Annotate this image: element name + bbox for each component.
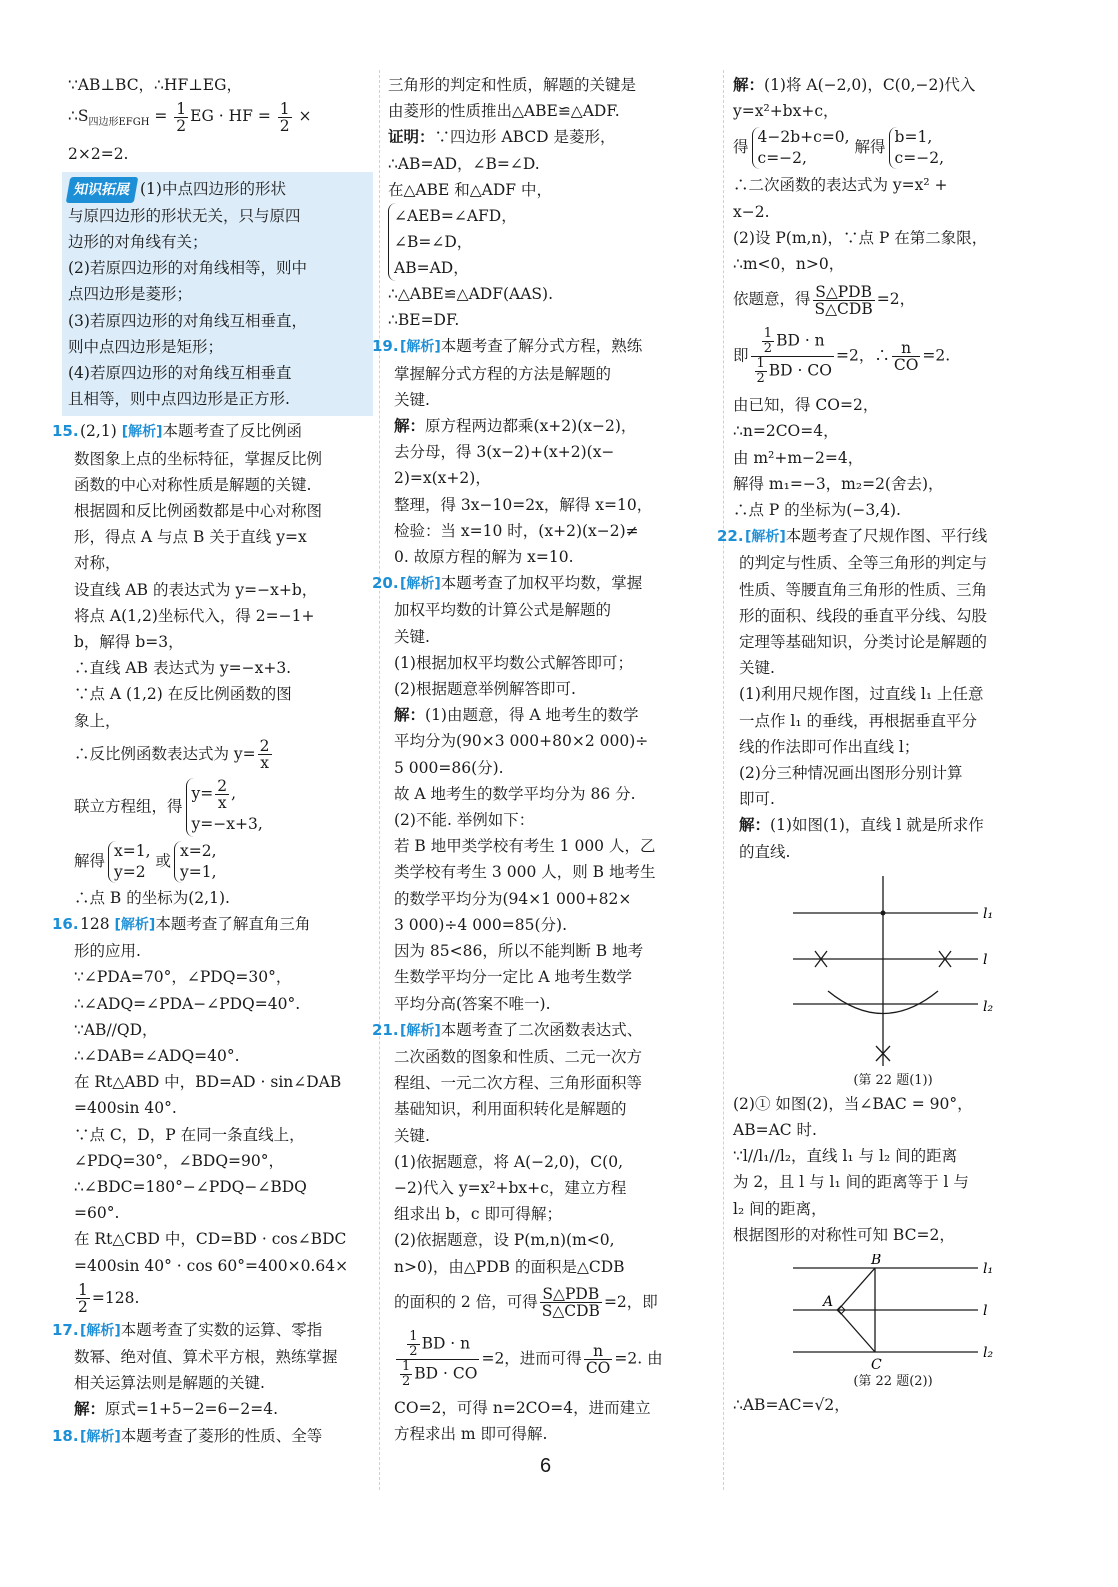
area-ratio-expression: $\frac{1}{2}$ BD · n $\frac{1}{2}$ BD · CO =2，进而可得 $\frac{n}{CO}$ =2. 由	[388, 1330, 718, 1389]
column-divider-1	[379, 70, 380, 1490]
solution-system: 解得 x=1, y=2 或 x=2, y=1,	[74, 841, 217, 881]
fraction-half: $\frac{1}{2}$	[279, 99, 290, 135]
column-divider-2	[723, 70, 724, 1490]
knowledge-badge: 知识拓展	[66, 177, 139, 203]
figure-caption: (第 22 题(1))	[853, 1072, 933, 1088]
question-18-header: 18.[解析]本题考查了菱形的性质、全等	[52, 1426, 323, 1445]
text-line: ∵AB⊥BC，∴HF⊥EG，	[68, 76, 242, 94]
fraction-2-over-x: $\frac{2}{x}$	[259, 737, 270, 773]
fraction-half: $\frac{1}{2}$	[176, 99, 187, 135]
page-number: 6	[540, 1455, 552, 1477]
point-on-l1	[881, 910, 886, 915]
congruence-system: ∠AEB=∠AFD， ∠B=∠D， AB=AD，	[388, 203, 718, 281]
question-15-header: 15.(2,1) [解析]本题考查了反比例函	[52, 422, 302, 441]
label-l1: l₁	[983, 1261, 994, 1278]
label-l2: l₂	[983, 998, 994, 1015]
question-21-header: 21.[解析]本题考查了二次函数表达式、	[372, 1020, 643, 1039]
knowledge-box: 知识拓展 (1)中点四边形的形状 与原四边形的形状无关，只与原四 边形的对角线有关； (2)若原四边形的对角线相等，则中 点四边形是菱形； (3)若原四边形的对角线互相垂直， 则中点四边形是矩形； (4)若原四边形的对角线互相垂直 且相等，则中点四边形是正方形.	[62, 172, 373, 417]
label-l1: l₁	[983, 905, 994, 922]
label-l: l	[983, 1303, 988, 1320]
question-19-header: 19.[解析]本题考查了解分式方程，熟练	[372, 337, 643, 356]
figure-caption: (第 22 题(2))	[853, 1374, 933, 1390]
column-1: ∵AB⊥BC，∴HF⊥EG， $\therefore S_{四边形EFGH}$ = $\frac{1}{2}$ EG · HF = $\frac{1}{2}$ × 2×2=2. 知识拓展 (1)中点四边形的形状 与原四边形的形状无关，只与原四 边形的对角线有关； (2)若原四边形的对角线相等，则中 点四边形是菱形； (3)若原四边形的对角线互相垂直， 则中点四边形是矩形； (4)若原四边形的对角线互相垂直 且相等，则中点四边形是正方形. 15.(2,1) [解析]本题考查了反比例函 数图象上点的坐标特征，掌握反比例 函数的中心对称性质是解题的关键. 根据圆和反比例函数都是中心对称图 形，得点 A 与点 B 关于直线 y=x 对称， 设直线 AB 的表达式为 y=−x+b， 将点 A(1,2)坐标代入，得 2=−1+ b，解得 b=3， ∴直线 AB 表达式为 y=−x+3. ∵点 A (1,2) 在反比例函数的图 象上， ∴反比例函数表达式为 y= $\frac{2}{x}$ 联立方程组，得 y= $\frac{2}{x}$ , y=−x+3, 解得 x=1, y=2 或 x=2, y=1, ∴点 B 的坐标为(2,1). 16.128 [解析]本题考查了解直角三角 形的应用. ∵∠PDA=70°，∠PDQ=30°， ∴∠ADQ=∠PDA−∠PDQ=40°. ∵AB//QD， ∴∠DAB=∠ADQ=40°. 在 Rt△ABD 中，BD=AD · sin∠DAB =400sin 40°. ∵点 C，D，P 在同一条直线上， ∠PDQ=30°，∠BDQ=90°， ∴∠BDC=180°−∠PDQ−∠BDQ =60°. 在 Rt△CBD 中，CD=BD · cos∠BDC =400sin 40° · cos 60°=400×0.64× $\frac{1}{2}$ =128. 17.[解析]本题考查了实数的运算、零指 数幂、绝对值、算术平方根，熟练掌握 相关运算法则是解题的关键. 解：原式=1+5−2=6−2=4. 18.[解析]本题考查了菱形的性质、全等	[68, 72, 373, 1450]
column-2: 三角形的判定和性质，解题的关键是 由菱形的性质推出△ABE≌△ADF. 证明：∵四边形 ABCD 是菱形， ∴AB=AD，∠B=∠D. 在△ABE 和△ADF 中， ∠AEB=∠AFD， ∠B=∠D， AB=AD， ∴△ABE≌△ADF(AAS). ∴BE=DF. 19.[解析]本题考查了解分式方程，熟练 掌握解分式方程的方法是解题的 关键. 解：原方程两边都乘(x+2)(x−2)， 去分母，得 3(x−2)+(x+2)(x− 2)=x(x+2)， 整理，得 3x−10=2x，解得 x=10， 检验：当 x=10 时，(x+2)(x−2)≠ 0. 故原方程的解为 x=10. 20.[解析]本题考查了加权平均数，掌握 加权平均数的计算公式是解题的 关键. (1)根据加权平均数公式解答即可； (2)根据题意举例解答即可. 解：(1)由题意，得 A 地考生的数学 平均分为(90×3 000+80×2 000)÷ 5 000=86(分). 故 A 地考生的数学平均分为 86 分. (2)不能. 举例如下： 若 B 地甲类学校有考生 1 000 人，乙 类学校有考生 3 000 人，则 B 地考生 的数学平均分为(94×1 000+82× 3 000)÷4 000=85(分). 因为 85<86，所以不能判断 B 地考 生数学平均分一定比 A 地考生数学 平均分高(答案不唯一). 21.[解析]本题考查了二次函数表达式、 二次函数的图象和性质、二元一次方 程组、一元二次方程、三角形面积等 基础知识，利用面积转化是解题的 关键. (1)依据题意，将 A(−2,0)，C(0, −2)代入 y=x²+bx+c，建立方程 组求出 b，c 即可得解； (2)依据题意，设 P(m,n)(m<0, n>0)，由△PDB 的面积是△CDB 的面积的 2 倍，可得 $\frac{\text{S△PDB}}{\text{S△CDB}}$ =2，即 $\frac{1}{2}$ BD · n $\frac{1}{2}$ BD · CO =2，进而可得 $\frac{n}{CO}$ =2. 由 CO=2，可得 n=2CO=4，进而建立 方程求出 m 即可得解.	[388, 72, 718, 1447]
question-16-header: 16.128 [解析]本题考查了解直角三角	[52, 914, 311, 933]
coefficient-system: 得 4−2b+c=0, c=−2, 解得 b=1, c=−2,	[733, 128, 944, 168]
label-A: A	[823, 1294, 834, 1311]
label-C: C	[871, 1357, 882, 1373]
ratio-expression: 即 $\frac{1}{2}$ BD · n $\frac{1}{2}$ BD · CO =2，∴ $\frac{n}{CO}$ =2.	[733, 326, 951, 387]
figure-22-1	[783, 871, 1003, 1071]
label-l: l	[983, 951, 988, 968]
question-22-header: 22.[解析]本题考查了尺规作图、平行线	[717, 527, 988, 546]
text-line: 2×2=2.	[68, 145, 129, 164]
column-3: 解：(1)将 A(−2,0)，C(0,−2)代入 y=x²+bx+c， 得 4−2b+c=0, c=−2, 解得 b=1, c=−2, ∴二次函数的表达式为 y=x² + x−2. (2)设 P(m,n)，∵点 P 在第二象限， ∴m<0，n>0， 依题意，得 $\frac{\text{S△PDB}}{\text{S△CDB}}$ =2， 即 $\frac{1}{2}$ BD · n $\frac{1}{2}$ BD · CO =2，∴ $\frac{n}{CO}$ =2. 由已知，得 CO=2， ∴n=2CO=4， 由 m²+m−2=4， 解得 m₁=−3，m₂=2(舍去)， ∴点 P 的坐标为(−3,4). 22.[解析]本题考查了尺规作图、平行线 的判定与性质、全等三角形的判定与 性质、等腰直角三角形的性质、三角 形的面积、线段的垂直平分线、勾股 定理等基础知识，分类讨论是解题的 关键. (1)利用尺规作图，过直线 l₁ 上任意 一点作 l₁ 的垂线，再根据垂直平分 线的作法即可作出直线 l； (2)分三种情况画出图形分别计算 即可. 解：(1)如图(1)，直线 l 就是所求作 的直线. l₁ l l₂ (第 22 题(1)) (2)① 如图(2)，当∠BAC = 90°， AB=AC 时. ∵l//l₁//l₂，直线 l₁ 与 l₂ 间的距离 为 2，且 l 与 l₁ 间的距离等于 l 与 l₂ 间的距离， 根据图形的对称性可知 BC=2， B A C l₁ l l₂ (第 22 题(2)) ∴AB=AC=√2，	[733, 72, 1053, 1418]
question-17-header: 17.[解析]本题考查了实数的运算、零指	[52, 1320, 323, 1339]
label-B: B	[871, 1254, 882, 1269]
question-20-header: 20.[解析]本题考查了加权平均数，掌握	[372, 574, 643, 593]
equation-system: 联立方程组，得 y= $\frac{2}{x}$ , y=−x+3,	[68, 778, 373, 837]
figure-22-2	[783, 1254, 1003, 1372]
label-l2: l₂	[983, 1345, 994, 1362]
area-formula: $\therefore S_{四边形EFGH}$ = $\frac{1}{2}$ EG · HF = $\frac{1}{2}$ ×	[68, 99, 312, 135]
